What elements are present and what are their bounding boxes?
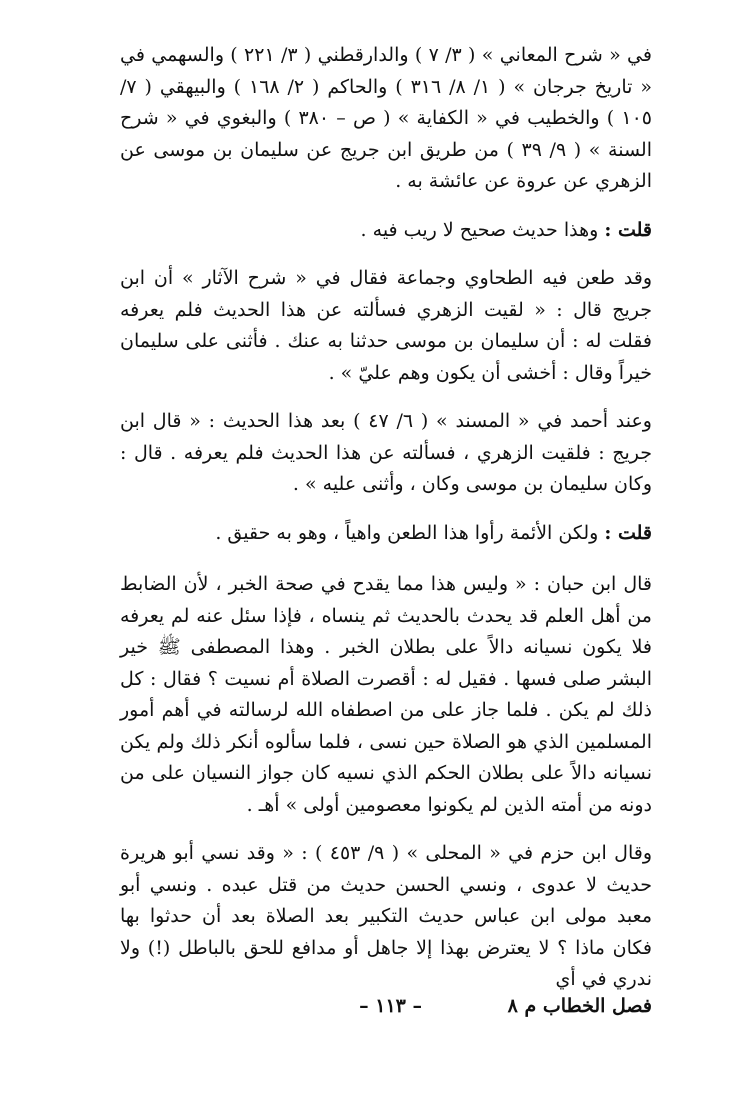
paragraph-1 [120, 40, 652, 198]
paragraph-7-text: وقال ابن حزم في « المحلى » ( ٩/ ٤٥٣ ) : « وقد نسي أبو هريرة حديث لا عدوى ، ونسي الحسن حديث من قتل عبده . ونسي أبو معبد مولى ابن عباس حديث التكبير بعد الصلاة بعد أن حدثوا بها فكان ماذا ؟ لا يعترض بهذا إلا جاهل أو مدافع للحق بالباطل (!) ولا ندري في أي [120, 842, 652, 990]
paragraph-4 [120, 406, 652, 501]
document-page [120, 40, 652, 996]
paragraph-3-text: وقد طعن فيه الطحاوي وجماعة فقال في « شرح الآثار » أن ابن جريج قال : « لقيت الزهري فسألته عن هذا الحديث فلم يعرفه فقلت له : أن سليمان بن موسى حدثنا به عنك . فأثنى على سليمان خيراً وقال : أخشى أن يكون وهم عليّ » . [120, 267, 652, 384]
running-title: فصل الخطاب م ٨ [507, 995, 652, 1017]
paragraph-6-text: قال ابن حبان : « وليس هذا مما يقدح في صحة الخبر ، لأن الضابط من أهل العلم قد يحدث بالحديث ثم ينساه ، فإذا سئل عنه لم يعرفه فلا يكون نسيانه دالاً على بطلان الخبر . وهذا المصطفى ﷺ خير البشر صلى فسها . فقيل له : أقصرت الصلاة أم نسيت ؟ فقال : كل ذلك لم يكن . فلما جاز على من اصطفاه الله لرسالته في أهم أمور المسلمين الذي هو الصلاة حين نسى ، فلما سألوه أنكر ذلك ولم يكن نسيانه دالاً على بطلان الحكم الذي نسيه كان جواز النسيان على من دونه من أمته الذين لم يكونوا معصومين أولى » أهـ . [120, 573, 652, 816]
paragraph-2 [120, 215, 652, 247]
page-number: – ١١٣ – [359, 995, 422, 1017]
paragraph-6 [120, 569, 652, 821]
page-footer [120, 990, 652, 1022]
paragraph-5 [120, 518, 652, 550]
paragraph-2-label: قلت : [604, 218, 652, 241]
paragraph-7 [120, 838, 652, 996]
paragraph-3 [120, 263, 652, 389]
paragraph-4-text: وعند أحمد في « المسند » ( ٦/ ٤٧ ) بعد هذا الحديث : « قال ابن جريج : فلقيت الزهري ، فسألته عن هذا الحديث فلم يعرفه . قال : وكان سليمان بن موسى وكان ، وأثنى عليه » . [120, 410, 652, 495]
paragraph-2-text: وهذا حديث صحيح لا ريب فيه . [360, 218, 605, 241]
paragraph-5-label: قلت : [604, 521, 652, 544]
paragraph-1-text: في « شرح المعاني » ( ٣/ ٧ ) والدارقطني ( ٣/ ٢٢١ ) والسهمي في « تاريخ جرجان » ( ١/ ٨/ ٣١٦ ) والحاكم ( ٢/ ١٦٨ ) والبيهقي ( ٧/ ١٠٥ ) والخطيب في « الكفاية » ( ص – ٣٨٠ ) والبغوي في « شرح السنة » ( ٩/ ٣٩ ) من طريق ابن جريج عن سليمان بن موسى عن الزهري عن عروة عن عائشة به . [120, 44, 653, 192]
paragraph-5-text: ولكن الأئمة رأوا هذا الطعن واهياً ، وهو به حقيق . [215, 521, 605, 544]
